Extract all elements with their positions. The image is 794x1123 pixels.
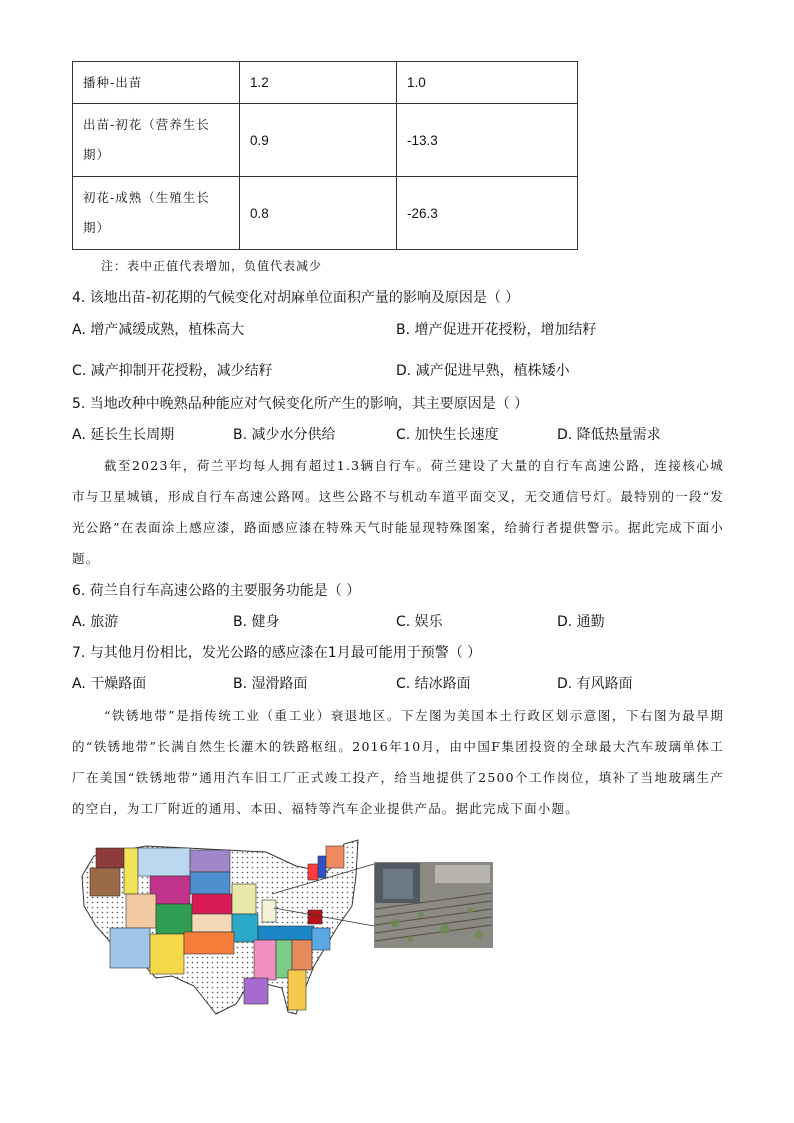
value-cell: 0.8 bbox=[240, 177, 397, 250]
question-6-option-b[interactable]: B. 健身 bbox=[233, 614, 280, 630]
value-cell: 1.0 bbox=[397, 62, 578, 104]
question-7-option-c[interactable]: C. 结冰路面 bbox=[396, 676, 471, 692]
question-7-option-d[interactable]: D. 有风路面 bbox=[557, 676, 633, 692]
question-7-option-a[interactable]: A. 干燥路面 bbox=[72, 676, 147, 692]
question-4-option-c[interactable]: C. 减产抑制开花授粉，减少结籽 bbox=[72, 363, 273, 379]
value-cell: -26.3 bbox=[397, 177, 578, 250]
question-5-option-b[interactable]: B. 减少水分供给 bbox=[233, 427, 336, 443]
table-row bbox=[73, 104, 578, 177]
question-7-option-b[interactable]: B. 湿滑路面 bbox=[233, 676, 308, 692]
passage-rust-belt: “铁锈地带”是指传统工业（重工业）衰退地区。下左图为美国本土行政区划示意图，下右图为最早期的“铁锈地带”长满自然生长灌木的铁路枢纽。2016年10月，由中国F集团投资的全球最大汽车玻璃单体工厂在美国“铁锈地带”通用汽车旧工厂正式竣工投产，给当地提供了2500个工作岗位，填补了当地玻璃生产的空白，为工厂附近的通用、本田、福特等汽车企业提供产品。据此完成下面小题。 bbox=[72, 708, 724, 816]
question-7-stem: 7. 与其他月份相比，发光公路的感应漆在1月最可能用于预警（ ） bbox=[72, 645, 482, 661]
table-note: 注：表中正值代表增加，负值代表减少 bbox=[101, 259, 323, 273]
question-6-option-d[interactable]: D. 通勤 bbox=[557, 614, 605, 630]
climate-change-table bbox=[72, 61, 578, 250]
stage-cell: 初花-成熟（生殖生长期） bbox=[73, 177, 240, 250]
stage-cell: 播种-出苗 bbox=[73, 62, 240, 104]
question-5-stem: 5. 当地改种中晚熟品种能应对气候变化所产生的影响，其主要原因是（ ） bbox=[72, 396, 529, 412]
question-6-option-c[interactable]: C. 娱乐 bbox=[396, 614, 443, 630]
question-6-stem: 6. 荷兰自行车高速公路的主要服务功能是（ ） bbox=[72, 583, 361, 599]
question-4-option-b[interactable]: B. 增产促进开花授粉，增加结籽 bbox=[396, 322, 597, 338]
value-cell: -13.3 bbox=[397, 104, 578, 177]
question-5-option-c[interactable]: C. 加快生长速度 bbox=[396, 427, 499, 443]
value-cell: 1.2 bbox=[240, 62, 397, 104]
table-row bbox=[73, 177, 578, 250]
question-4-stem: 4. 该地出苗-初花期的气候变化对胡麻单位面积产量的影响及原因是（ ） bbox=[72, 290, 520, 306]
question-4-option-d[interactable]: D. 减产促进早熟，植株矮小 bbox=[396, 363, 570, 379]
question-6-option-a[interactable]: A. 旅游 bbox=[72, 614, 119, 630]
passage-bike-highways: 截至2023年，荷兰平均每人拥有超过1.3辆自行车。荷兰建设了大量的自行车高速公路，连接核心城市与卫星城镇，形成自行车高速公路网。这些公路不与机动车道平面交叉，无交通信号灯。最特别的一段“发光公路”在表面涂上感应漆，路面感应漆在特殊天气时能显现特殊图案，给骑行者提供警示。据此完成下面小题。 bbox=[72, 458, 724, 566]
stage-cell: 出苗-初花（营养生长期） bbox=[73, 104, 240, 177]
table-row bbox=[73, 62, 578, 104]
value-cell: 0.9 bbox=[240, 104, 397, 177]
question-5-option-d[interactable]: D. 降低热量需求 bbox=[557, 427, 661, 443]
rail-yard-photo bbox=[374, 862, 493, 948]
question-5-option-a[interactable]: A. 延长生长周期 bbox=[72, 427, 175, 443]
question-4-option-a[interactable]: A. 增产减缓成熟，植株高大 bbox=[72, 322, 245, 338]
